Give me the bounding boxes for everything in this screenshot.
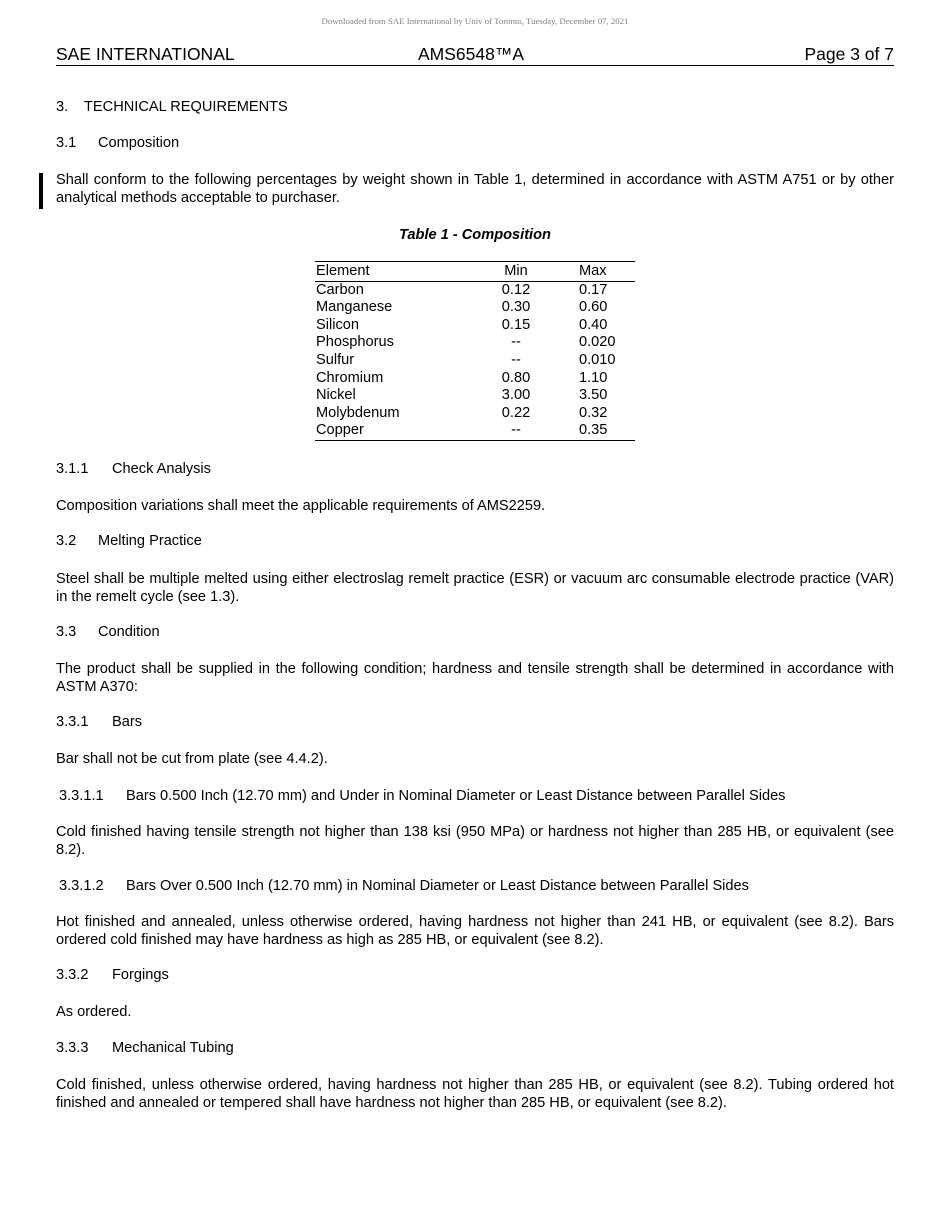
- section-3-1-1-text: Composition variations shall meet the applicable requirements of AMS2259.: [56, 498, 546, 514]
- section-3-3-1-text: Bar shall not be cut from plate (see 4.4.2).: [56, 751, 328, 767]
- cell-max: 0.40: [579, 316, 608, 333]
- cell-min: --: [511, 334, 521, 351]
- download-notice: Downloaded from SAE International by Univ of Toronto, Tuesday, December 07, 2021: [321, 16, 629, 26]
- section-title: Condition: [98, 624, 160, 640]
- cell-min: 0.15: [501, 316, 531, 333]
- cell-min: 0.30: [501, 299, 531, 316]
- section-3-3-2-heading: [56, 966, 894, 984]
- section-3-1-text: Shall conform to the following percentages by weight shown in Table 1, determined in accordance with ASTM A751 or by other analytical methods acceptable to purchaser.: [56, 172, 894, 206]
- section-3-3-3-text: Cold finished, unless otherwise ordered, having hardness not higher than 285 HB, or equivalent (see 8.2). Tubing ordered hot finished and annealed or tempered shall have hardness not higher than 285 HB, or equivalent (see 8.2).: [56, 1077, 894, 1111]
- cell-element: Silicon: [316, 316, 359, 333]
- cell-min: 0.22: [501, 404, 531, 421]
- cell-min: 0.12: [501, 281, 531, 298]
- section-3-3-1-2-text: Hot finished and annealed, unless otherwise ordered, having hardness not higher than 241 HB, or equivalent (see 8.2). Bars ordered cold finished may have hardness as high as 285 HB, or equivalent (see 8.2).: [56, 914, 894, 948]
- column-header-max: Max: [551, 262, 635, 282]
- section-number: 3.2: [56, 533, 77, 549]
- header-org: SAE INTERNATIONAL: [56, 44, 235, 64]
- section-3-3-2-text: As ordered.: [56, 1004, 132, 1020]
- section-title: Mechanical Tubing: [112, 1040, 234, 1056]
- section-title: Bars Over 0.500 Inch (12.70 mm) in Nominal Diameter or Least Distance between Parallel Sides: [126, 878, 749, 894]
- header-doc-id: AMS6548™A: [418, 44, 525, 64]
- table-caption: Table 1 - Composition: [399, 227, 551, 243]
- section-number: 3.1: [56, 135, 77, 151]
- section-3-3-1-1-text: Cold finished having tensile strength not higher than 138 ksi (950 MPa) or hardness not higher than 285 HB, or equivalent (see 8.2).: [56, 824, 894, 858]
- section-number: 3.3.1: [56, 714, 89, 730]
- section-3-3-1-1-heading: [59, 787, 897, 805]
- section-3-2-text: Steel shall be multiple melted using either electroslag remelt practice (ESR) or vacuum arc consumable electrode practice (VAR) in the remelt cycle (see 1.3).: [56, 571, 894, 605]
- table-header-row: [315, 262, 635, 282]
- section-title: Check Analysis: [112, 461, 211, 477]
- cell-max: 0.60: [579, 299, 608, 316]
- section-3-1-1-heading: [56, 460, 894, 478]
- section-title: Bars: [112, 714, 143, 730]
- header-page-number: Page 3 of 7: [804, 44, 894, 64]
- section-3-3-1-heading: [56, 713, 894, 731]
- cell-max: 0.010: [579, 351, 616, 368]
- cell-max: 0.020: [579, 334, 616, 351]
- table-row: [315, 281, 635, 299]
- table-row: [315, 352, 635, 370]
- table-row: [315, 370, 635, 388]
- section-number: 3.1.1: [56, 461, 89, 477]
- table-row: [315, 334, 635, 352]
- cell-max: 3.50: [579, 387, 608, 404]
- table-row: [315, 299, 635, 317]
- cell-min: --: [511, 351, 521, 368]
- section-title: Bars 0.500 Inch (12.70 mm) and Under in Nominal Diameter or Least Distance between Parallel Sides: [126, 788, 786, 804]
- column-header-min: Min: [481, 262, 551, 282]
- cell-element: Sulfur: [316, 351, 355, 368]
- section-number: 3.: [56, 99, 69, 115]
- section-3-3-3-heading: [56, 1039, 894, 1057]
- section-title: Forgings: [112, 967, 169, 983]
- cell-max: 0.32: [579, 404, 608, 421]
- cell-min: 3.00: [501, 387, 531, 404]
- revision-change-bar: [39, 173, 43, 209]
- cell-element: Copper: [316, 422, 364, 439]
- section-3-2-heading: [56, 532, 894, 550]
- page-header: [56, 44, 894, 66]
- cell-max: 0.35: [579, 422, 608, 439]
- section-title: TECHNICAL REQUIREMENTS: [84, 99, 288, 115]
- table-row: [315, 422, 635, 440]
- table-row: [315, 387, 635, 405]
- table-row: [315, 317, 635, 335]
- section-3-3-text: The product shall be supplied in the following condition; hardness and tensile strength shall be determined in accordance with ASTM A370:: [56, 661, 894, 695]
- section-number: 3.3.1.2: [59, 878, 104, 894]
- cell-element: Nickel: [316, 387, 356, 404]
- section-number: 3.3.2: [56, 967, 89, 983]
- section-title: Composition: [98, 135, 180, 151]
- cell-min: 0.80: [501, 369, 531, 386]
- section-3-3-heading: [56, 623, 894, 641]
- cell-element: Phosphorus: [316, 334, 394, 351]
- cell-element: Carbon: [316, 281, 364, 298]
- section-number: 3.3.3: [56, 1040, 89, 1056]
- section-3-3-1-2-heading: [59, 877, 897, 895]
- cell-element: Manganese: [316, 299, 393, 316]
- cell-min: --: [511, 422, 521, 439]
- cell-max: 0.17: [579, 281, 608, 298]
- table-row: [315, 405, 635, 423]
- composition-table: [315, 261, 635, 441]
- section-3-1-heading: [56, 134, 894, 152]
- section-title: Melting Practice: [98, 533, 202, 549]
- cell-max: 1.10: [579, 369, 608, 386]
- column-header-element: Element: [315, 262, 481, 282]
- cell-element: Chromium: [316, 369, 384, 386]
- cell-element: Molybdenum: [316, 404, 400, 421]
- section-3-heading: [56, 98, 894, 116]
- section-number: 3.3: [56, 624, 77, 640]
- section-number: 3.3.1.1: [59, 788, 104, 804]
